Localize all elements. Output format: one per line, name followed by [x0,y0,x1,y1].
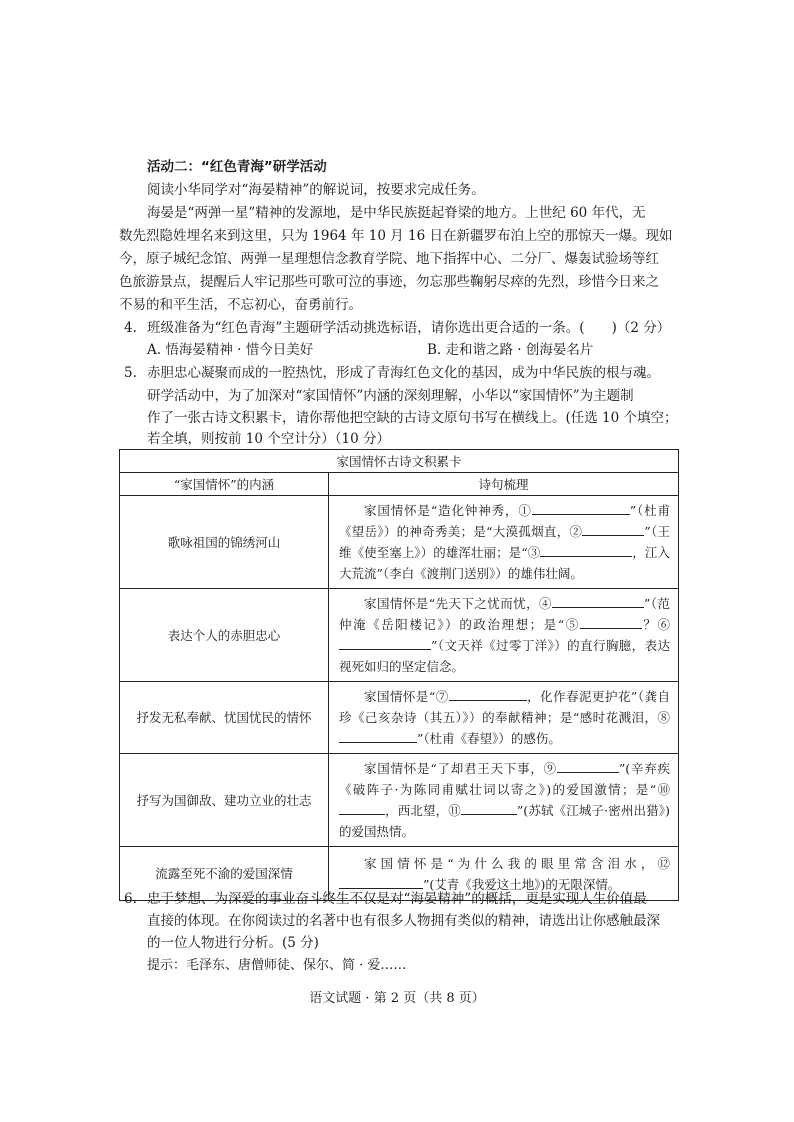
q5-line: 若全填，则按前 10 个空计分）（10 分） [147,431,390,447]
poem-text: 家国情怀是“先天下之忧而忧，④ [364,596,552,611]
q5-line: 研学活动中，为了加深对“家国情怀”内涵的深刻理解，小华以“家国情怀”为主题制 [147,388,634,404]
blank-5[interactable] [580,614,642,629]
q4-option-b: B. 走和谐之路 · 创海晏名片 [427,342,594,358]
q6-line: 的一位人物进行分析。(5 分) [147,935,319,951]
q4-text: 班级准备为“红色青海”主题研学活动挑选标语，请你选出更合适的一条。( )（2 分） [147,320,671,336]
q4-option-a: A. 悟海晏精神 · 惜今日美好 [147,342,314,358]
activity-heading: 活动二：“红色青海”研学活动 [147,159,327,175]
card-column-header-meaning: “家国情怀”的内涵 [120,473,329,496]
poem-text: ，化作春泥更护花”（龚自珍《己亥杂诗（其五）》）的奉献精神；是“感时花溅泪，⑧ [339,689,670,725]
q6-number: 6. [124,891,137,907]
row-poems [329,589,679,682]
blank-11[interactable] [461,800,517,815]
blank-1[interactable] [532,500,630,515]
card-title: 家国情怀古诗文积累卡 [120,450,679,473]
blank-6[interactable] [339,635,431,650]
row-meaning: 歌咏祖国的锦绣河山 [120,496,329,589]
poem-text: ，江入大荒流”（李白《渡荆门送别》）的雄伟壮阔。 [339,545,670,581]
table-row [120,496,679,589]
table-row [120,589,679,682]
poem-text: ”(辛弃疾《破阵子·为陈同甫赋壮词以寄之》)的爱国激情；是“⑩ [339,761,670,797]
passage-line: 今，原子城纪念馆、两弹一星理想信念教育学院、地下指挥中心、二分厂、爆轰试验场等红 [119,251,659,267]
blank-8[interactable] [339,728,417,743]
q4-number: 4. [124,320,137,336]
table-row [120,682,679,754]
blank-3[interactable] [540,542,632,557]
poem-text: ”（范仲淹《岳阳楼记》）的政治理想；是“⑤ [339,596,670,632]
table-row [120,754,679,847]
row-meaning: 抒写为国御敌、建功立业的壮志 [120,754,329,847]
card-column-header-poems: 诗句梳理 [329,473,679,496]
poem-text: ？⑥ [641,617,670,632]
passage-line: 色旅游景点，提醒后人牢记那些可歌可泣的事迹，勿忘那些鞠躬尽瘁的先烈，珍惜今日来之 [119,274,659,290]
poem-text: ”（杜甫《春望》）的感伤。 [417,731,561,746]
poem-text: 家国情怀是“为什么我的眼里常含泪水，⑫ [364,855,670,871]
row-poems [329,496,679,589]
row-poems [329,754,679,847]
poem-text: 家国情怀是“⑦ [364,689,449,704]
passage-line: 数先烈隐姓埋名来到这里，只为 1964 年 10 月 16 日在新疆罗布泊上空的那惊天一爆。现如 [119,228,673,244]
row-poems [329,682,679,754]
blank-2[interactable] [582,521,644,536]
q5-number: 5. [124,365,137,381]
accumulation-card [119,449,679,901]
blank-4[interactable] [552,593,644,608]
q5-line: 赤胆忠心凝聚而成的一腔热忱，形成了青海红色文化的基因，成为中华民族的根与魂。 [147,365,660,381]
poem-text: ，西北望，⑪ [385,803,461,818]
page-footer: 语文试题 · 第 2 页（共 8 页） [309,991,485,1006]
row-meaning: 表达个人的赤胆忠心 [120,589,329,682]
q6-hint: 提示：毛泽东、唐僧师徒、保尔、简 · 爱…… [147,958,407,973]
poem-text: 家国情怀是“了却君王天下事，⑨ [364,761,557,776]
blank-9[interactable] [557,758,619,773]
poem-text: 家国情怀是“造化钟神秀，① [364,503,532,518]
passage-line: 不易的和平生活，不忘初心，奋勇前行。 [119,297,362,313]
passage-line: 海晏是“两弹一星”精神的发源地，是中华民族挺起脊梁的地方。上世纪 60 年代，无 [147,205,646,221]
activity-intro: 阅读小华同学对“海晏精神”的解说词，按要求完成任务。 [147,182,485,198]
poem-text: ”(苏轼《江城子·密州出猎》)的爱国热情。 [339,803,670,839]
q6-line: 直接的体现。在你阅读过的名著中也有很多人物拥有类似的精神，请选出让你感触最深 [147,913,660,929]
poem-text: ”（文天祥《过零丁洋》）的直行胸臆，表达视死如归的坚定信念。 [339,638,670,674]
blank-12[interactable] [339,874,423,889]
poem-text: ”（王维《使至塞上》）的雄浑壮丽；是“③ [339,524,670,560]
q5-line: 作了一张古诗文积累卡，请你帮他把空缺的古诗文原句书写在横线上。(任选 10 个填空； [147,410,678,426]
blank-10[interactable] [339,800,385,815]
row-meaning: 流露至死不渝的爱国深情 [120,847,329,901]
q6-line: 忠于梦想、为深爱的事业奋斗终生不仅是对“海晏精神”的概括，更是实现人生价值最 [147,891,647,907]
row-meaning: 抒发无私奉献、忧国忧民的情怀 [120,682,329,754]
poem-text: ”（杜甫《望岳》）的神奇秀美；是“大漠孤烟直，② [339,503,670,539]
poem-text: ”(艾青《我爱这土地》)的无限深情。 [423,876,621,892]
blank-7[interactable] [449,686,527,701]
